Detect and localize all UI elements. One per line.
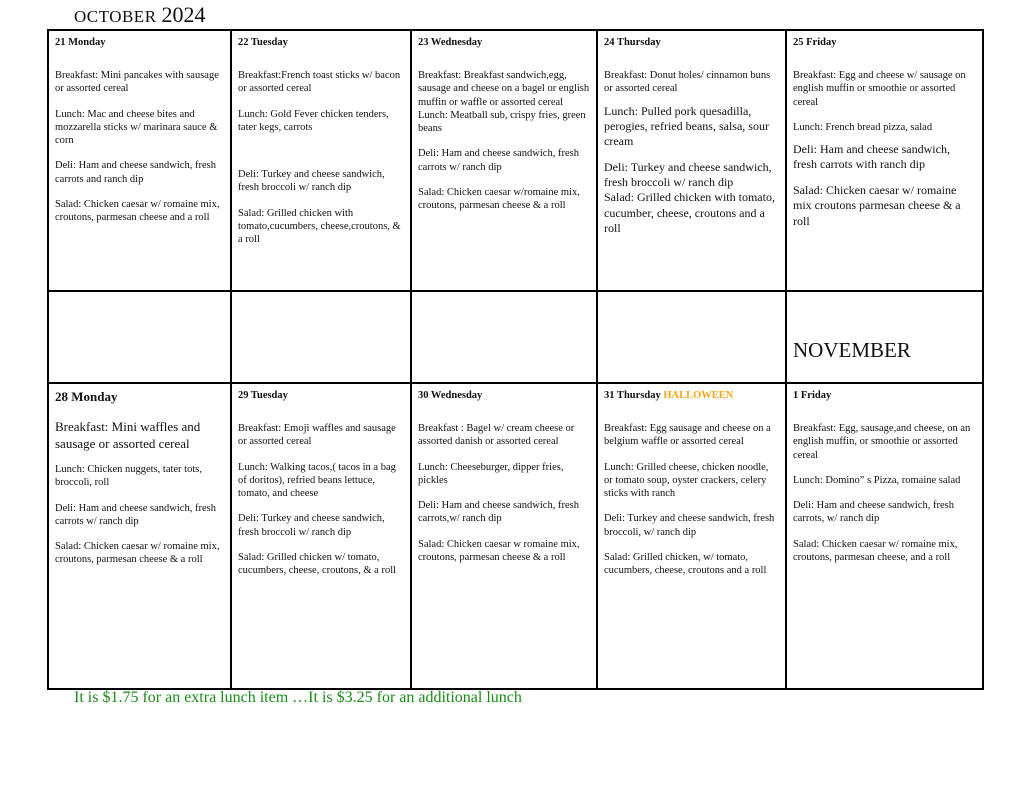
salad-item: Salad: Chicken caesar w/romaine mix, croutons, parmesan cheese & a roll [418,186,580,211]
breakfast-item: Breakfast: Mini pancakes with sausage or assorted cereal [55,70,219,95]
pricing-note: It is $1.75 for an extra lunch item …It is $3.25 for an additional lunch [74,689,522,706]
empty-cell [48,291,231,383]
title-month: OCTOBER [74,7,157,26]
day-header: 25 Friday [793,37,837,48]
salad-item: Salad: Chicken caesar w romaine mix, croutons, parmesan cheese & a roll [418,538,580,563]
day-header-date: 31 Thursday [604,390,661,401]
day-cell-wed-23 [411,30,597,291]
deli-item: Deli: Ham and cheese sandwich, fresh carrots, w/ ranch dip [793,500,954,525]
salad-item: Salad: Grilled chicken with tomato,cucumbers, cheese,croutons, & a roll [238,207,401,245]
salad-item: Salad: Chicken caesar w/ romaine mix, croutons, parmesan cheese & a roll [55,541,220,566]
day-header: 30 Wednesday [418,390,483,401]
deli-item: Deli: Ham and cheese sandwich, fresh carrots w/ ranch dip [55,502,216,527]
lunch-item: Lunch: Grilled cheese, chicken noodle, or tomato soup, oyster crackers, celery sticks with ranch [604,461,769,500]
lunch-item: Lunch: Domino” s Pizza, romaine salad [793,474,961,486]
day-header: 1 Friday [793,390,832,401]
salad-item: Salad: Grilled chicken with tomato, cucumber, cheese, croutons and a roll [604,190,775,236]
day-cell-fri-1 [786,383,983,689]
breakfast-item: Breakfast: Egg and cheese w/ sausage on english muffin or smoothie or assorted cereal [793,70,966,108]
deli-item: Deli: Turkey and cheese sandwich, fresh broccoli, w/ ranch dip [604,513,775,538]
day-header: 29 Tuesday [238,390,288,401]
deli-item: Deli: Turkey and cheese sandwich, fresh broccoli w/ ranch dip [604,159,772,190]
deli-item: Deli: Ham and cheese sandwich, fresh carrots,w/ ranch dip [418,500,579,525]
halloween-label: HALLOWEEN [663,390,734,401]
lunch-item: Lunch: Pulled pork quesadilla, perogies, refried beans, salsa, sour cream [604,103,769,149]
day-header: 28 Monday [55,389,118,404]
week-row-2 [48,383,983,689]
breakfast-item: Breakfast:French toast sticks w/ bacon or assorted cereal [238,70,401,95]
day-cell-wed-30 [411,383,597,689]
salad-item: Salad: Grilled chicken w/ tomato, cucumbers, cheese, croutons, & a roll [238,551,397,576]
november-label: NOVEMBER [793,338,911,362]
lunch-item: Lunch: Mac and cheese bites and mozzarella sticks w/ marinara sauce & corn [55,108,218,147]
salad-item: Salad: Grilled chicken, w/ tomato, cucumbers, cheese, croutons and a roll [604,551,767,576]
lunch-item: Lunch: Walking tacos,( tacos in a bag of doritos), refried beans lettuce, tomato, and cheese [238,461,396,500]
empty-cell [411,291,597,383]
deli-item: Deli: Ham and cheese sandwich, fresh carrots with ranch dip [793,142,950,172]
day-header: 24 Thursday [604,37,661,48]
day-cell-mon-28 [48,383,231,689]
lunch-item: Lunch: Meatball sub, crispy fries, green beans [418,109,586,135]
day-cell-thu-31 [597,383,786,689]
lunch-item: Lunch: Chicken nuggets, tater tots, broccoli, roll [55,464,202,489]
breakfast-item: Breakfast: Egg, sausage,and cheese, on an english muffin, or smoothie or assorted cereal [793,423,971,461]
lunch-item: Lunch: Gold Fever chicken tenders, tater kegs, carrots [238,108,389,133]
deli-item: Deli: Turkey and cheese sandwich, fresh broccoli w/ ranch dip [238,169,385,194]
breakfast-item: Breakfast: Mini waffles and sausage or assorted cereal [55,419,201,452]
breakfast-item: Breakfast: Donut holes/ cinnamon buns or assorted cereal [604,70,771,95]
deli-item: Deli: Turkey and cheese sandwich, fresh broccoli w/ ranch dip [238,513,385,538]
day-cell-fri-25 [786,30,983,291]
salad-item: Salad: Chicken caesar w/ romaine mix, croutons, parmesan cheese and a roll [55,198,220,223]
day-cell-thu-24 [597,30,786,291]
november-cell [786,291,983,383]
day-cell-tue-22 [231,30,411,291]
day-cell-tue-29 [231,383,411,689]
spacer-row [48,291,983,383]
breakfast-item: Breakfast: Egg sausage and cheese on a belgium waffle or assorted cereal [604,423,771,448]
breakfast-item: Breakfast: Breakfast sandwich,egg, sausage and cheese on a bagel or english muffin or waffle or assorted cereal [418,70,590,108]
deli-item: Deli: Ham and cheese sandwich, fresh carrots and ranch dip [55,160,216,185]
day-cell-mon-21 [48,30,231,291]
title-year: 2024 [161,2,206,27]
breakfast-item: Breakfast: Emoji waffles and sausage or assorted cereal [238,423,396,448]
menu-calendar [47,29,984,690]
empty-cell [597,291,786,383]
lunch-item: Lunch: French bread pizza, salad [793,121,933,133]
calendar-title [74,2,206,28]
deli-item: Deli: Ham and cheese sandwich, fresh carrots w/ ranch dip [418,148,579,173]
day-header: 22 Tuesday [238,37,288,48]
lunch-item: Lunch: Cheeseburger, dipper fries, pickles [418,461,564,486]
week-row-1 [48,30,983,291]
breakfast-item: Breakfast : Bagel w/ cream cheese or assorted danish or assorted cereal [418,423,575,448]
empty-cell [231,291,411,383]
day-header: 21 Monday [55,37,106,48]
day-header [604,389,779,402]
salad-item: Salad: Chicken caesar w/ romaine mix croutons parmesan cheese & a roll [793,182,961,228]
salad-item: Salad: Chicken caesar w/ romaine mix, croutons, parmesan cheese, and a roll [793,538,958,563]
day-header: 23 Wednesday [418,37,483,48]
